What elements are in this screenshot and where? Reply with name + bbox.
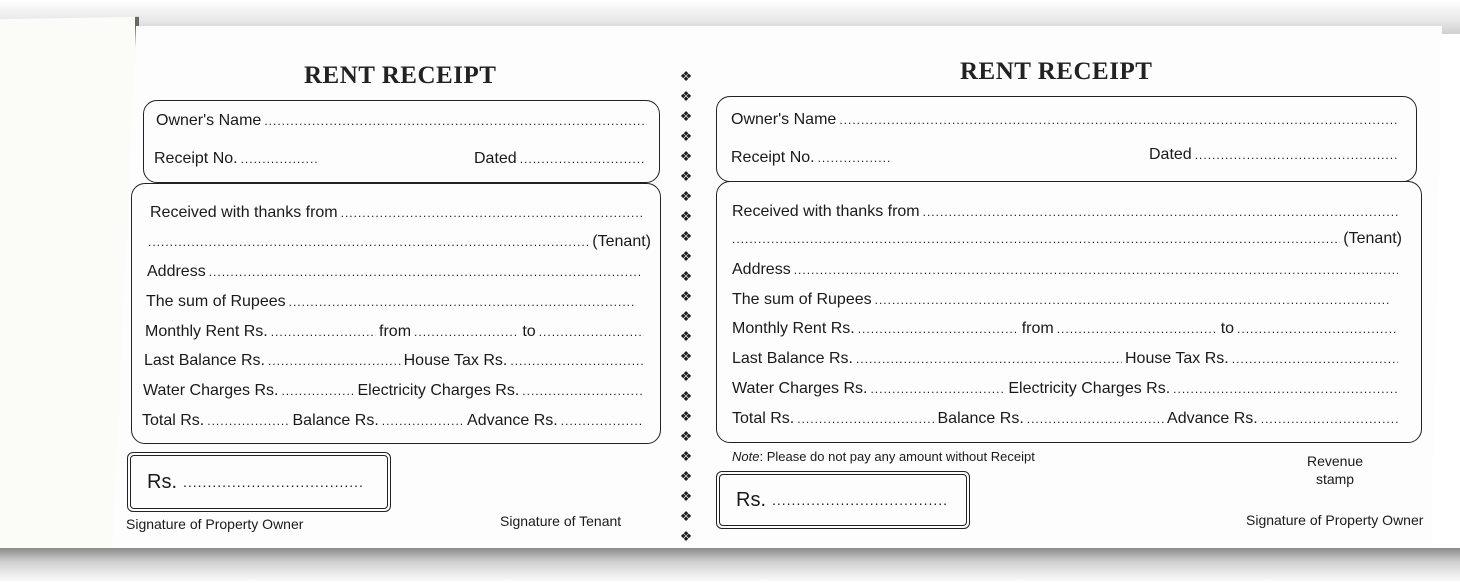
diamond-ornament-icon: ❖ [679, 208, 693, 224]
diamond-ornament-icon: ❖ [679, 228, 693, 244]
diamond-ornament-icon: ❖ [679, 248, 693, 264]
diamond-ornament-icon: ❖ [679, 508, 693, 524]
right-received-from-field[interactable]: Received with thanks from ..... [732, 203, 1401, 221]
right-note: Note: Please do not pay any amount without Receipt [732, 449, 1035, 464]
diamond-ornament-icon: ❖ [679, 168, 693, 184]
right-water-charges-row[interactable]: Water Charges Rs. ..... Electricity Charges Rs. ..... [732, 380, 1401, 398]
left-receipt-no-field[interactable]: Receipt No. ..... [154, 150, 320, 168]
diamond-ornament-icon: ❖ [679, 348, 693, 364]
diamond-ornament-icon: ❖ [679, 128, 693, 144]
bottom-shadow [0, 548, 1460, 583]
diamond-ornament-icon: ❖ [679, 368, 693, 384]
right-monthly-rent-row[interactable]: Monthly Rent Rs. ..... from ..... to ..... [732, 320, 1401, 338]
left-monthly-rent-row[interactable]: Monthly Rent Rs. ..... from ..... to ..... [145, 323, 647, 341]
right-sig-owner-label: Signature of Property Owner [1246, 512, 1424, 528]
right-title: RENT RECEIPT [960, 58, 1153, 85]
diamond-ornament-icon: ❖ [679, 188, 693, 204]
diamond-ornament-icon: ❖ [679, 288, 693, 304]
diamond-ornament-icon: ❖ [679, 268, 693, 284]
diamond-ornament-icon: ❖ [679, 408, 693, 424]
diamond-ornament-icon: ❖ [679, 468, 693, 484]
left-total-row[interactable]: Total Rs. ..... Balance Rs. ..... Advance Rs. ..... [142, 412, 646, 430]
diamond-ornament-icon: ❖ [679, 388, 693, 404]
right-amount-box[interactable]: Rs. ..... [716, 471, 970, 529]
perforation-divider [676, 68, 696, 548]
left-details-box [131, 183, 661, 444]
left-tenant-field[interactable]: ..... (Tenant) [148, 233, 651, 251]
left-owners-name-field[interactable]: Owner's Name ..... [156, 112, 650, 130]
diamond-ornament-icon: ❖ [679, 148, 693, 164]
diamond-ornament-icon: ❖ [679, 108, 693, 124]
right-dated-field[interactable]: Dated ..... [1149, 146, 1401, 164]
diamond-ornament-icon: ❖ [679, 328, 693, 344]
left-sig-tenant-label: Signature of Tenant [500, 513, 622, 529]
diamond-ornament-icon: ❖ [679, 68, 693, 84]
right-tenant-field[interactable]: ..... (Tenant) [732, 230, 1402, 248]
diamond-ornament-icon: ❖ [679, 488, 693, 504]
right-address-field[interactable]: Address ..... [732, 261, 1401, 279]
right-total-row[interactable]: Total Rs. ..... Balance Rs. ..... Advance Rs. ..... [732, 410, 1401, 428]
revenue-stamp-label: Revenue stamp [1306, 453, 1364, 487]
diamond-ornament-icon: ❖ [679, 528, 693, 544]
left-amount-box[interactable]: Rs. ..... [127, 452, 391, 512]
left-last-balance-row[interactable]: Last Balance Rs. ..... House Tax Rs. ..... [144, 352, 646, 370]
right-sum-rupees-field[interactable]: The sum of Rupees ..... [732, 291, 1394, 309]
diamond-ornament-icon: ❖ [679, 448, 693, 464]
left-sig-owner-label: Signature of Property Owner [126, 516, 304, 532]
right-last-balance-row[interactable]: Last Balance Rs. ..... House Tax Rs. ..... [732, 350, 1401, 368]
left-dated-field[interactable]: Dated ..... [474, 150, 649, 168]
right-owners-name-field[interactable]: Owner's Name ..... [731, 111, 1401, 129]
diamond-ornament-icon: ❖ [679, 308, 693, 324]
left-water-charges-row[interactable]: Water Charges Rs. ..... Electricity Charges Rs. ..... [143, 382, 647, 400]
right-header-box [716, 96, 1417, 182]
diamond-ornament-icon: ❖ [679, 428, 693, 444]
left-sum-rupees-field[interactable]: The sum of Rupees ..... [146, 293, 637, 311]
left-received-from-field[interactable]: Received with thanks from ..... [150, 204, 646, 222]
left-title: RENT RECEIPT [304, 62, 497, 89]
left-address-field[interactable]: Address ..... [147, 263, 645, 281]
diamond-ornament-icon: ❖ [679, 88, 693, 104]
right-receipt-no-field[interactable]: Receipt No. ..... [731, 149, 893, 167]
